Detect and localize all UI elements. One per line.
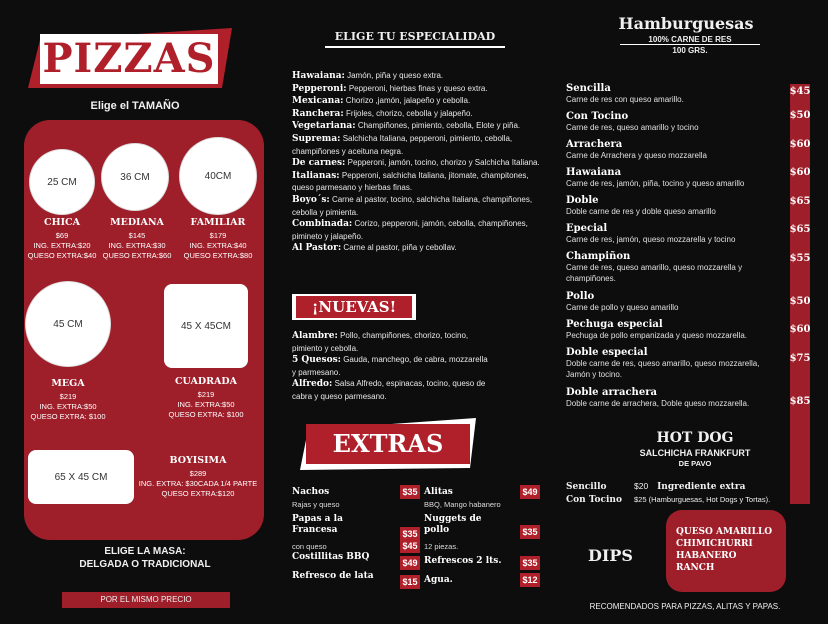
- burger-item: [566, 319, 786, 347]
- specialty-name: 5 Quesos:: [292, 355, 341, 366]
- size-name-familiar: FAMILIAR: [190, 217, 246, 228]
- specialty-item: [292, 120, 542, 133]
- burger-desc: Doble carne de arrachera, Doble queso mozzarella.: [566, 399, 750, 408]
- burger-price: $65: [789, 224, 811, 235]
- burger-price: $60: [789, 324, 811, 335]
- specialty-desc: Pepperoni, hierbas finas y queso extra.: [346, 83, 488, 93]
- extra-item-refresco-lata: Refresco de lata: [292, 571, 374, 581]
- size-price: $219: [197, 390, 215, 399]
- burger-name: Champiñon: [566, 251, 631, 262]
- specialty-name: Pepperoni:: [292, 83, 347, 94]
- size-extra-ing: ING. EXTRA: $30CADA 1/4 PARTE: [138, 479, 258, 488]
- burger-name: Con Tocino: [566, 111, 629, 122]
- specialty-name: Combinada:: [292, 219, 353, 230]
- extra-price: $12: [520, 573, 540, 587]
- new-specialty-item: [292, 378, 492, 402]
- hotdog-row-tocino: [566, 489, 816, 505]
- burger-item: [566, 139, 786, 167]
- hotdog-prices: [566, 476, 816, 505]
- size-extra-ing: ING. EXTRA:$50: [177, 400, 235, 409]
- specialty-item: [292, 133, 542, 157]
- specialty-name: De carnes:: [292, 158, 346, 169]
- burger-price: $50: [789, 110, 811, 121]
- specialty-desc: Salchicha Italiana, pepperoni, pimiento, cebolla, champiñones y aceituna negra.: [292, 133, 513, 156]
- extra-price: $35: [520, 525, 540, 539]
- specialty-name: Hawaiana:: [292, 71, 345, 81]
- burger-list: [566, 83, 786, 415]
- specialty-item: [292, 242, 542, 255]
- burger-name: Pechuga especial: [566, 319, 663, 330]
- burger-desc: Pechuga de pollo empanizada y queso mozzarella.: [566, 331, 748, 340]
- hotdog-subtitle: SALCHICHA FRANKFURT: [639, 448, 751, 458]
- burger-item: [566, 167, 786, 195]
- burger-name: Doble especial: [566, 347, 648, 358]
- size-rect-boyisima: [28, 450, 134, 504]
- size-name-boyisima: BOYISIMA: [169, 455, 227, 466]
- extra-item-refrescos-2lts: Refrescos 2 lts.: [424, 556, 502, 566]
- burger-price: $65: [789, 196, 811, 207]
- extra-price: $15: [400, 575, 420, 589]
- specialty-desc: Pepperoni, salchicha Italiana, jitomate, champitones, queso parmesano y hierbas finas.: [292, 170, 529, 193]
- specialty-name: Suprema:: [292, 133, 341, 144]
- burger-price: $45: [789, 86, 811, 97]
- specialty-desc: Frijoles, chorizo, cebolla y jalapeño.: [343, 108, 473, 118]
- size-info-mega: [22, 392, 114, 422]
- specialty-item: [292, 83, 542, 96]
- burger-desc: Carne de Arrachera y queso mozzarella: [566, 151, 707, 160]
- size-price: $145: [128, 231, 146, 240]
- size-name-mediana: MEDIANA: [110, 217, 164, 228]
- burger-desc: Doble carne de res, queso amarillo, queso mozzarella, Jamón y tocino.: [566, 359, 760, 379]
- extra-price: $35: [520, 556, 540, 570]
- burger-item: [566, 195, 786, 223]
- size-name-chica: CHICA: [44, 217, 80, 228]
- size-circle-familiar: [180, 138, 256, 214]
- burger-name: Hawaiana: [566, 167, 622, 178]
- specialty-item: [292, 95, 542, 108]
- burger-price: $75: [789, 353, 811, 364]
- specialty-item: [292, 108, 542, 121]
- dips-list: [676, 526, 786, 574]
- size-circle-mediana: [102, 144, 168, 210]
- burger-title: Hamburguesas: [618, 14, 754, 33]
- extra-item-costillitas: Costillitas BBQ: [292, 552, 370, 562]
- specialty-name: Italianas:: [292, 170, 340, 181]
- specialty-name: Al Pastor:: [292, 243, 342, 254]
- size-diameter: 25 CM: [47, 176, 77, 188]
- specialty-name: Alambre:: [292, 331, 338, 341]
- extras-title: EXTRAS: [306, 424, 470, 464]
- burger-subtitle: 100% CARNE DE RES: [620, 35, 760, 45]
- burger-item: [566, 251, 786, 291]
- specialty-item: [292, 170, 542, 194]
- recommendation-note: RECOMENDADOS PARA PIZZAS, ALITAS Y PAPAS.: [589, 602, 781, 611]
- size-extra-cheese: QUESO EXTRA:$80: [183, 251, 253, 260]
- dip-item: CHIMICHURRI: [676, 539, 753, 549]
- size-diameter: 65 X 45 CM: [54, 471, 108, 483]
- specialty-desc: Salsa Alfredo, espinacas, tocino, queso de cabra y queso parmesano.: [292, 379, 486, 401]
- burger-item: [566, 83, 786, 111]
- extra-item-nuggets: Nuggets de pollo: [424, 514, 482, 535]
- specialty-item: [292, 157, 542, 170]
- size-info-chica: [24, 231, 100, 261]
- hotdog-subtitle-2: DE PAVO: [678, 459, 712, 468]
- burger-price: $85: [789, 396, 811, 407]
- extra-sub: con queso: [292, 542, 327, 551]
- extra-item-papas: Papas a la Francesa: [292, 514, 343, 535]
- burger-desc: Carne de res, queso amarillo, queso mozzarella y champiñones.: [566, 263, 743, 283]
- size-price: $69: [55, 231, 69, 240]
- dip-item: RANCH: [676, 563, 715, 573]
- burger-price: $55: [789, 253, 811, 264]
- burger-item: [566, 291, 786, 319]
- size-extra-cheese: QUESO EXTRA:$60: [102, 251, 172, 260]
- hotdog-sencillo-label: Sencillo: [566, 482, 607, 492]
- new-specialty-item: [292, 354, 492, 378]
- burger-desc: Carne de res, jamón, queso mozzarella y tocino: [566, 235, 736, 244]
- burger-item: [566, 223, 786, 251]
- specialty-desc: Carne al pastor, piña y cebollav.: [341, 243, 457, 253]
- size-price: $219: [59, 392, 77, 401]
- specialty-name: Boyo´s:: [292, 194, 330, 205]
- dip-item: HABANERO: [676, 551, 737, 561]
- new-specialty-list: [292, 330, 492, 403]
- size-info-familiar: [178, 231, 258, 261]
- size-diameter: 40CM: [204, 170, 232, 182]
- extra-price: $49: [400, 556, 420, 570]
- specialty-desc: Pepperoni, jamón, tocino, chorizo y Salchicha Italiana.: [345, 158, 540, 168]
- specialty-desc: Gauda, manchego, de cabra, mozzarella y parmesano.: [292, 355, 488, 377]
- size-name-cuadrada: CUADRADA: [174, 376, 238, 387]
- hotdog-extra-label: Ingrediente extra: [657, 482, 746, 492]
- new-specialty-item: [292, 330, 492, 354]
- burger-name: Arrachera: [566, 139, 623, 150]
- specialty-desc: Corizo, pepperoni, jamón, cebolla, champiñones, pimineto y jalapeño.: [292, 219, 528, 241]
- size-price: $289: [189, 469, 207, 478]
- hotdog-row-sencillo: [566, 476, 816, 492]
- size-extra-cheese: QUESO EXTRA:$40: [27, 251, 97, 260]
- specialty-name: Alfredo:: [292, 379, 333, 390]
- extra-item-nachos: Nachos: [292, 487, 330, 497]
- same-price-bar: POR EL MISMO PRECIO: [62, 592, 230, 608]
- size-extra-cheese: QUESO EXTRA: $100: [168, 410, 244, 419]
- specialty-desc: Chorizo ,jamón, jalapeño y cebolla.: [343, 96, 471, 106]
- dip-item: QUESO AMARILLO: [676, 527, 773, 537]
- dough-heading-label: ELIGE LA MASA:: [104, 546, 186, 557]
- size-circle-chica: [30, 150, 94, 214]
- specialty-list: [292, 70, 542, 255]
- specialty-name: Mexicana:: [292, 96, 344, 107]
- extra-sub: 12 piezas.: [424, 542, 459, 551]
- burger-item: [566, 347, 786, 387]
- specialty-heading: ELIGE TU ESPECIALIDAD: [325, 30, 505, 48]
- size-extra-ing: ING. EXTRA:$30: [108, 241, 166, 250]
- burger-name: Sencilla: [566, 83, 611, 94]
- burger-desc: Doble carne de res y doble queso amarillo: [566, 207, 716, 216]
- size-extra-ing: ING. EXTRA:$20: [33, 241, 91, 250]
- extra-item-alitas: Alitas: [424, 487, 453, 497]
- size-diameter: 45 X 45CM: [180, 320, 232, 332]
- extra-sub: BBQ, Mango habanero: [424, 500, 501, 509]
- dips-title: DIPS: [588, 546, 633, 565]
- extra-price: $35: [400, 485, 420, 499]
- burger-price: $60: [789, 139, 811, 150]
- burger-desc: Carne de res, queso amarillo y tocino: [566, 123, 699, 132]
- burger-desc: Carne de res con queso amarillo.: [566, 95, 684, 104]
- extra-price: $35: [400, 527, 420, 541]
- burger-desc: Carne de pollo y queso amarillo: [566, 303, 679, 312]
- burger-item: [566, 387, 786, 415]
- size-extra-ing: ING. EXTRA:$40: [189, 241, 247, 250]
- burger-price: $60: [789, 167, 811, 178]
- size-extra-ing: ING. EXTRA:$50: [39, 402, 97, 411]
- extra-sub: Rajas y queso: [292, 500, 340, 509]
- dough-heading: [60, 545, 230, 571]
- extra-price: $49: [520, 485, 540, 499]
- size-extra-cheese: QUESO EXTRA:$120: [161, 489, 235, 498]
- extra-item-agua: Agua.: [424, 575, 453, 585]
- size-info-boyisima: [136, 469, 260, 499]
- size-info-mediana: [98, 231, 176, 261]
- specialty-name: Vegetariana:: [292, 121, 356, 132]
- specialty-item: [292, 218, 542, 242]
- hotdog-tocino-label: Con Tocino: [566, 495, 622, 505]
- size-name-mega: MEGA: [51, 378, 85, 389]
- burger-price: $50: [789, 296, 811, 307]
- specialty-desc: Champiñones, pimiento, cebolla, Elote y piña.: [355, 121, 521, 131]
- extra-price-2: $45: [400, 539, 420, 553]
- burger-desc: Carne de res, jamón, piña, tocino y queso amarillo: [566, 179, 745, 188]
- burger-weight: 100 GRS.: [672, 46, 708, 55]
- size-price: $179: [209, 231, 227, 240]
- specialty-desc: Pollo, champiñones, chorizo, tocino, pimiento y cebolla.: [292, 331, 469, 353]
- burger-item: [566, 111, 786, 139]
- size-diameter: 45 CM: [53, 318, 83, 330]
- hotdog-title: HOT DOG: [656, 430, 734, 446]
- burger-name: Pollo: [566, 291, 595, 302]
- size-square-cuadrada: [164, 284, 248, 368]
- specialty-desc: Carne al pastor, tocino, salchicha Italiana, champiñones, cebolla y pimienta.: [292, 194, 533, 217]
- hotdog-sencillo-price: $20: [634, 481, 649, 491]
- burger-name: Epecial: [566, 223, 608, 234]
- size-extra-cheese: QUESO EXTRA: $100: [30, 412, 106, 421]
- specialty-item: [292, 194, 542, 218]
- burger-name: Doble: [566, 195, 599, 206]
- size-circle-mega: [26, 282, 110, 366]
- nuevas-title: ¡NUEVAS!: [296, 296, 412, 318]
- specialty-desc: Jamón, piña y queso extra.: [344, 71, 444, 80]
- pizzas-title: PIZZAS: [40, 34, 218, 84]
- size-heading: Elige el TAMAÑO: [90, 100, 180, 112]
- specialty-name: Ranchera:: [292, 108, 344, 119]
- specialty-item: [292, 70, 542, 83]
- size-diameter: 36 CM: [120, 171, 150, 183]
- hotdog-tocino-text: $25 (Hamburguesas, Hot Dogs y Tortas).: [634, 495, 771, 504]
- burger-name: Doble arrachera: [566, 387, 657, 398]
- size-info-cuadrada: [160, 390, 252, 420]
- dough-options: DELGADA O TRADICIONAL: [79, 559, 211, 570]
